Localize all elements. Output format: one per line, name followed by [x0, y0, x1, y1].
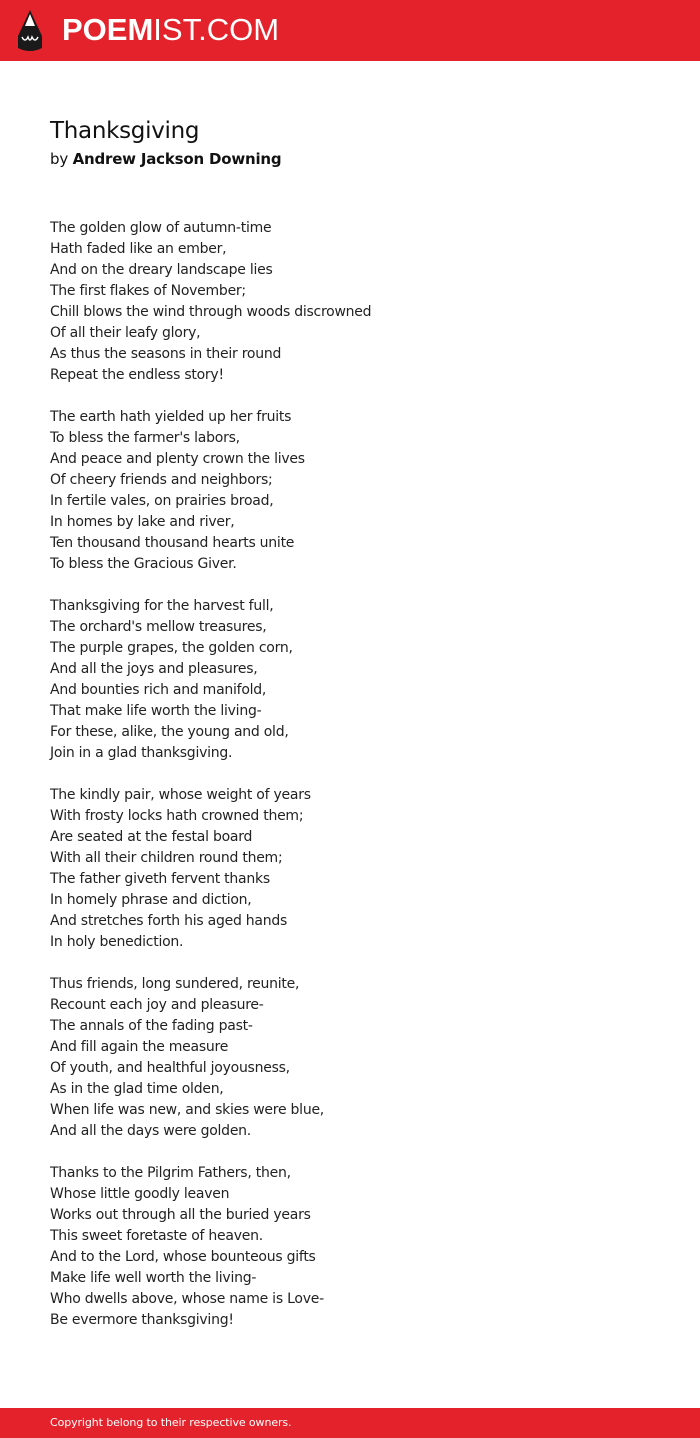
poem-line: And all the joys and pleasures, [50, 661, 258, 677]
poem-line: Of all their leafy glory, [50, 325, 201, 341]
poem-title: Thanksgiving [50, 118, 200, 144]
logo-light-text: IST.COM [153, 12, 280, 47]
by-label: by [50, 150, 68, 168]
poem-line: Thus friends, long sundered, reunite, [50, 976, 300, 992]
poem-line: Recount each joy and pleasure- [50, 997, 264, 1013]
poem-line: Of cheery friends and neighbors; [50, 472, 273, 488]
poem-line: Hath faded like an ember, [50, 241, 227, 257]
pencil-tip-icon[interactable] [18, 10, 42, 52]
poem-stanza [50, 407, 650, 575]
poem-line: For these, alike, the young and old, [50, 724, 289, 740]
poem-stanza [50, 596, 650, 764]
poem-line: Ten thousand thousand hearts unite [50, 535, 295, 551]
poem-line: Are seated at the festal board [50, 829, 253, 845]
poem-line: And fill again the measure [50, 1039, 229, 1055]
poem-line: And peace and plenty crown the lives [50, 451, 305, 467]
poem-line: Join in a glad thanksgiving. [50, 745, 233, 761]
poem-line: The father giveth fervent thanks [50, 871, 270, 887]
poem-line: The first flakes of November; [50, 283, 246, 299]
poem-line: In holy benediction. [50, 934, 184, 950]
logo-bold-text: POEM [62, 12, 154, 47]
poem-line: Be evermore thanksgiving! [50, 1312, 234, 1328]
poem-line: And all the days were golden. [50, 1123, 252, 1139]
poem-line: In fertile vales, on prairies broad, [50, 493, 274, 509]
poem-line: To bless the Gracious Giver. [50, 556, 237, 572]
poem-line: The annals of the fading past- [50, 1018, 253, 1034]
poem-line: Thanksgiving for the harvest full, [50, 598, 274, 614]
poem-stanza [50, 1163, 650, 1331]
poem-line: When life was new, and skies were blue, [50, 1102, 325, 1118]
poem-line: The purple grapes, the golden corn, [50, 640, 293, 656]
poem-line: That make life worth the living- [50, 703, 262, 719]
poem-line: In homes by lake and river, [50, 514, 235, 530]
copyright-notice: Copyright belong to their respective owners. [50, 1416, 292, 1429]
poem-line: The kindly pair, whose weight of years [50, 787, 311, 803]
poem-body [50, 218, 650, 1352]
poem-line: As thus the seasons in their round [50, 346, 282, 362]
poem-line: Of youth, and healthful joyousness, [50, 1060, 290, 1076]
poem-line: This sweet foretaste of heaven. [50, 1228, 263, 1244]
poem-line: And stretches forth his aged hands [50, 913, 288, 929]
site-header [0, 0, 700, 61]
poem-line: Repeat the endless story! [50, 367, 224, 383]
byline [50, 148, 281, 170]
poem-line: To bless the farmer's labors, [50, 430, 240, 446]
poem-line: With all their children round them; [50, 850, 283, 866]
site-logo[interactable] [62, 11, 279, 49]
poem-line: In homely phrase and diction, [50, 892, 252, 908]
poem-line: Works out through all the buried years [50, 1207, 311, 1223]
poem-line: Whose little goodly leaven [50, 1186, 230, 1202]
poem-stanza [50, 974, 650, 1142]
poem-line: And bounties rich and manifold, [50, 682, 267, 698]
poem-line: Thanks to the Pilgrim Fathers, then, [50, 1165, 291, 1181]
author-name: Andrew Jackson Downing [72, 150, 282, 168]
poem-line: Make life well worth the living- [50, 1270, 257, 1286]
poem-line: The earth hath yielded up her fruits [50, 409, 292, 425]
poem-stanza [50, 218, 650, 386]
poem-line: Chill blows the wind through woods discrowned [50, 304, 372, 320]
poem-line: Who dwells above, whose name is Love- [50, 1291, 324, 1307]
poem-line: As in the glad time olden, [50, 1081, 224, 1097]
poem-stanza [50, 785, 650, 953]
poem-line: The orchard's mellow treasures, [50, 619, 267, 635]
poem-line: And to the Lord, whose bounteous gifts [50, 1249, 316, 1265]
poem-line: With frosty locks hath crowned them; [50, 808, 304, 824]
site-footer [0, 1408, 700, 1438]
poem-line: And on the dreary landscape lies [50, 262, 273, 278]
poem-line: The golden glow of autumn-time [50, 220, 272, 236]
